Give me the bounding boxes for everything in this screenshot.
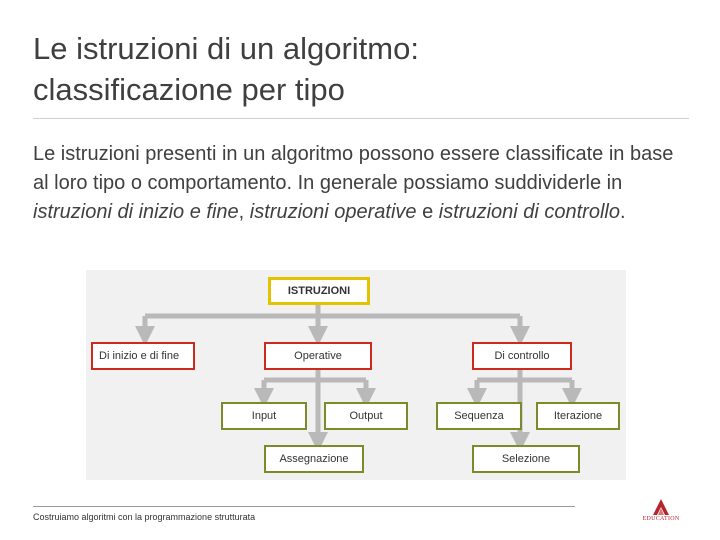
body-paragraph — [33, 140, 693, 227]
footer-caption: Costruiamo algoritmi con la programmazione strutturata — [33, 512, 256, 522]
logo-mark-icon — [638, 498, 684, 516]
node-inizio-fine: Di inizio e di fine — [91, 342, 195, 370]
node-input: Input — [221, 402, 307, 430]
slide-title — [33, 28, 693, 110]
paragraph-text-4: . — [619, 201, 626, 223]
publisher-logo — [638, 498, 684, 524]
node-iterazione: Iterazione — [536, 402, 620, 430]
node-output: Output — [324, 402, 408, 430]
paragraph-text-2: , — [238, 201, 250, 223]
footer-divider — [33, 506, 575, 507]
node-istruzioni: ISTRUZIONI — [268, 277, 370, 305]
logo-wordmark: EDUCATION — [642, 516, 680, 522]
title-line-1: Le istruzioni di un algoritmo: — [33, 31, 419, 66]
paragraph-em-operative: istruzioni operative — [249, 201, 417, 223]
paragraph-em-controllo: istruzioni di controllo — [438, 201, 620, 223]
node-operative: Operative — [264, 342, 372, 370]
classification-diagram — [86, 270, 626, 480]
paragraph-text-3: e — [416, 201, 439, 223]
node-controllo: Di controllo — [472, 342, 572, 370]
paragraph-text-1: Le istruzioni presenti in un algoritmo possono essere classificate in base al loro tipo o comportamento. In generale possiamo suddividerle in — [33, 143, 674, 194]
node-selezione: Selezione — [472, 445, 580, 473]
title-divider — [33, 118, 689, 119]
node-sequenza: Sequenza — [436, 402, 522, 430]
paragraph-em-inizio-fine: istruzioni di inizio e fine — [33, 201, 239, 223]
title-line-2: classificazione per tipo — [33, 72, 345, 107]
node-assegnazione: Assegnazione — [264, 445, 364, 473]
